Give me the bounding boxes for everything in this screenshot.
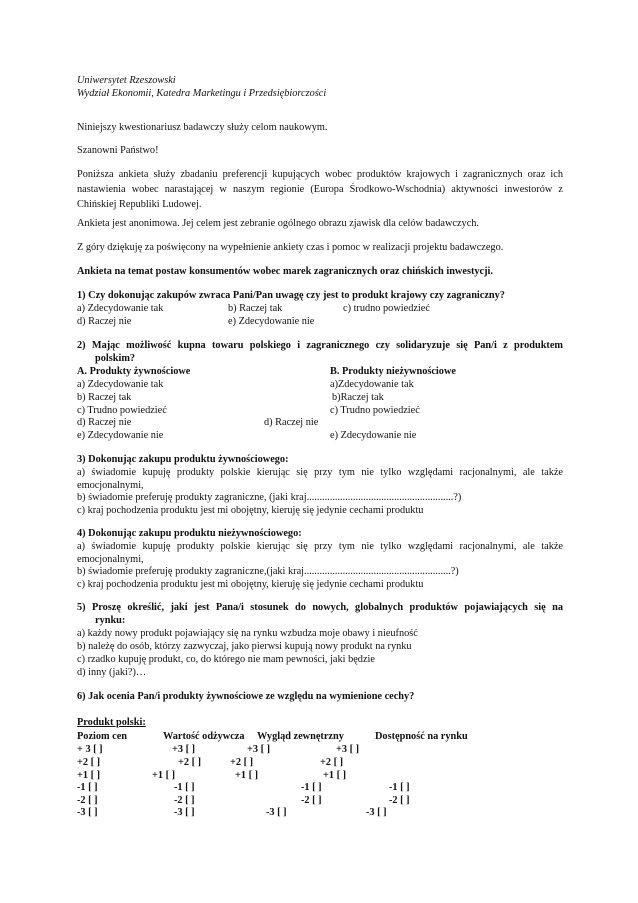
q2-nonfood-option-a[interactable]: a)Zdecydowanie tak (330, 379, 414, 390)
question-1: 1) Czy dokonując zakupów zwraca Pani/Pan uwagę czy jest to produkt krajowy czy zagraniczny? (77, 290, 505, 301)
q6-price-minus2[interactable]: -2 [ ] (77, 795, 98, 806)
q6-price-minus1[interactable]: -1 [ ] (77, 782, 98, 793)
q2-nonfood-option-d[interactable]: d) Raczej nie (264, 417, 319, 428)
q6-appearance-plus2[interactable]: +2 [ ] (230, 757, 254, 768)
q3-option-c[interactable]: c) kraj pochodzenia produktu jest mi obojętny, kieruję się jedynie cechami produktu (77, 505, 424, 516)
q6-availability-minus3[interactable]: -3 [ ] (366, 807, 387, 818)
faculty-name: Wydział Ekonomii, Katedra Marketingu i Przedsiębiorczości (77, 88, 327, 99)
q2-nonfood-option-e[interactable]: e) Zdecydowanie nie (330, 430, 417, 441)
q6-price-plus1[interactable]: +1 [ ] (77, 770, 101, 781)
q2-nonfood-option-b[interactable]: b)Raczej tak (332, 392, 384, 403)
question-3: 3) Dokonując zakupu produktu żywnościowego: (77, 454, 289, 465)
q1-option-b[interactable]: b) Raczej tak (228, 303, 283, 314)
q3-option-b[interactable]: b) świadomie preferuję produkty zagraniczne, (jaki kraj.........................................................?) (77, 492, 462, 503)
purpose-text: Niniejszy kwestionariusz badawczy służy celom naukowym. (77, 122, 328, 133)
thanks-text: Z góry dziękuję za poświęcony na wypełnienie ankiety czas i pomoc w realizacji projektu badawczego. (77, 242, 504, 253)
description-paragraph: Poniższa ankieta służy zbadaniu preferencji kupujących wobec produktów krajowych i zagranicznych oraz ich nastawienia wobec narastającej w naszym regionie (Europa Środkowo-Wschodnia) aktywności inwestorów z Chińskiej Republiki Ludowej. (77, 169, 563, 210)
q6-availability-plus1[interactable]: +1 [ ] (323, 770, 347, 781)
q6-nutrition-minus2[interactable]: -2 [ ] (174, 795, 195, 806)
q6-header-availability: Dostępność na rynku (375, 731, 468, 742)
q6-header-price: Poziom cen (77, 731, 128, 742)
q6-nutrition-plus1[interactable]: +1 [ ] (152, 770, 176, 781)
q6-availability-minus1[interactable]: -1 [ ] (389, 782, 410, 793)
anonymity-text: Ankieta jest anonimowa. Jej celem jest zebranie ogólnego obrazu zjawisk dla celów badawczych. (77, 218, 479, 229)
q5-option-c[interactable]: c) rzadko kupuję produkt, co, do którego nie mam pewności, jaki będzie (77, 654, 375, 665)
q2-food-option-d[interactable]: d) Raczej nie (77, 417, 132, 428)
question-6: 6) Jak ocenia Pan/i produkty żywnościowe ze względu na wymienione cechy? (77, 691, 415, 702)
q1-option-e[interactable]: e) Zdecydowanie nie (228, 316, 315, 327)
q6-nutrition-plus3[interactable]: +3 [ ] (172, 744, 196, 755)
q2-food-option-b[interactable]: b) Raczej tak (77, 392, 132, 403)
question-4: 4) Dokonując zakupu produktu nieżywnościowego: (77, 528, 302, 539)
q2-food-option-a[interactable]: a) Zdecydowanie tak (77, 379, 164, 390)
q5-option-b[interactable]: b) należę do osób, którzy zazwyczaj, jako pierwsi kupują nowy produkt na rynku (77, 641, 412, 652)
q6-header-appearance: Wygląd zewnętrzny (257, 731, 344, 742)
q6-price-plus2[interactable]: +2 [ ] (77, 757, 101, 768)
q2-food-option-e[interactable]: e) Zdecydowanie nie (77, 430, 164, 441)
q6-appearance-plus1[interactable]: +1 [ ] (235, 770, 259, 781)
q6-availability-minus2[interactable]: -2 [ ] (389, 795, 410, 806)
q6-appearance-minus1[interactable]: -1 [ ] (301, 782, 322, 793)
q5-option-d[interactable]: d) inny (jaki?)… (77, 667, 147, 678)
q6-nutrition-plus2[interactable]: +2 [ ] (178, 757, 202, 768)
q6-availability-plus3[interactable]: +3 [ ] (336, 744, 360, 755)
q6-availability-plus2[interactable]: +2 [ ] (320, 757, 344, 768)
q6-section-title: Produkt polski: (77, 717, 146, 728)
q4-option-b[interactable]: b) świadomie preferuję produkty zagraniczne,(jaki kraj.........................................................?) (77, 566, 459, 577)
q2-nonfood-option-c[interactable]: c) Trudno powiedzieć (330, 405, 420, 416)
question-5-line1: 5) Proszę określić, jaki jest Pana/i stosunek do nowych, globalnych produktów pojawiających się na (77, 602, 563, 613)
question-5-line2: rynku: (95, 615, 126, 626)
q6-appearance-minus2[interactable]: -2 [ ] (301, 795, 322, 806)
q5-option-a[interactable]: a) każdy nowy produkt pojawiający się na rynku wzbudza moje obawy i nieufność (77, 628, 418, 639)
greeting-text: Szanowni Państwo! (77, 145, 159, 156)
q3-option-a-line2[interactable]: emocjonalnymi, (77, 480, 144, 491)
q1-option-a[interactable]: a) Zdecydowanie tak (77, 303, 164, 314)
q6-price-minus3[interactable]: -3 [ ] (77, 807, 98, 818)
q6-nutrition-minus3[interactable]: -3 [ ] (174, 807, 195, 818)
q2-food-option-c[interactable]: c) Trudno powiedzieć (77, 405, 167, 416)
question-2-line2: polskim? (95, 353, 136, 364)
q6-header-nutrition: Wartość odżywcza (163, 731, 245, 742)
q2-food-heading: A. Produkty żywnościowe (77, 366, 191, 377)
q6-nutrition-minus1[interactable]: -1 [ ] (174, 782, 195, 793)
q1-option-c[interactable]: c) trudno powiedzieć (343, 303, 430, 314)
survey-title: Ankieta na temat postaw konsumentów wobec marek zagranicznych oraz chińskich inwestycji. (77, 266, 493, 277)
q4-option-c[interactable]: c) kraj pochodzenia produktu jest mi obojętny, kieruję się jedynie cechami produktu (77, 579, 424, 590)
q2-nonfood-heading: B. Produkty nieżywnościowe (330, 366, 456, 377)
q4-option-a-line2[interactable]: emocjonalnymi, (77, 554, 144, 565)
q6-price-plus3[interactable]: + 3 [ ] (77, 744, 103, 755)
question-2-line1: 2) Mając możliwość kupna towaru polskiego i zagranicznego czy solidaryzuje się Pan/i z produktem (77, 340, 563, 351)
q3-option-a-line1[interactable]: a) świadomie kupuję produkty polskie kierując się przy tym nie tylko względami racjonalnymi, ale także (77, 467, 563, 478)
q6-appearance-plus3[interactable]: +3 [ ] (247, 744, 271, 755)
q4-option-a-line1[interactable]: a) świadomie kupuję produkty polskie kierując się przy tym nie tylko względami racjonalnymi, ale także (77, 541, 563, 552)
q1-option-d[interactable]: d) Raczej nie (77, 316, 132, 327)
q6-appearance-minus3[interactable]: -3 [ ] (266, 807, 287, 818)
university-name: Uniwersytet Rzeszowski (77, 75, 176, 86)
